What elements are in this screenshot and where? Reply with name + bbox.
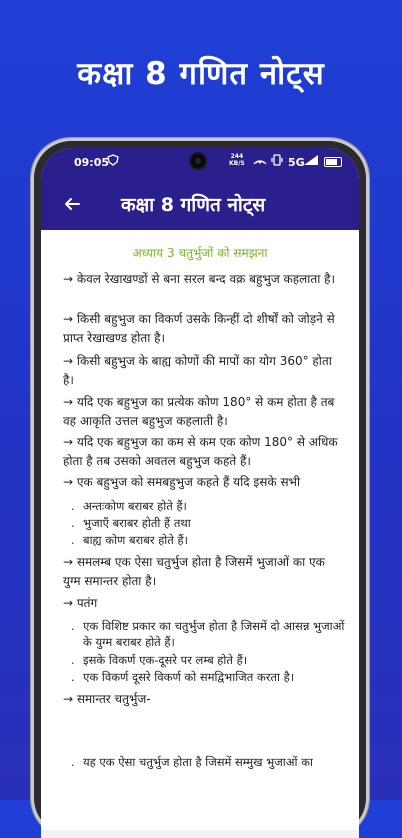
phone-frame	[31, 138, 369, 838]
vibrate-icon	[270, 154, 284, 166]
note-line: → यदि एक बहुभुज का प्रत्येक कोण 180° से कम होता है तब वह आकृति उत्तल बहुभुज कहलाती है।	[63, 395, 335, 428]
notes-content[interactable]	[41, 230, 359, 838]
note-line: → समलम्ब एक ऐसा चतुर्भुज होता है जिसमें भुजाओं का एक युग्म समान्तर होता है।	[63, 555, 325, 588]
promo-title: कक्षा 8 गणित नोट्स	[77, 56, 325, 92]
list-item: . अन्तःकोण बराबर होते हैं।	[71, 499, 187, 513]
note-line: → किसी बहुभुज का विकर्ण उसके किन्हीं दो शीर्षों को जोड़ने से प्राप्त रेखाखण्ड होता है।	[63, 312, 335, 345]
note-line: → एक बहुभुज को समबहुभुज कहते हैं यदि इसके सभी	[63, 475, 301, 489]
bottom-shade	[41, 830, 359, 838]
status-bar	[41, 148, 359, 176]
note-line: → पतंग	[63, 596, 98, 610]
list-item: . एक विकर्ण दूसरे विकर्ण को समद्विभाजित करता है।	[71, 670, 295, 684]
battery-icon	[324, 157, 342, 167]
vpn-icon	[107, 154, 119, 166]
app-title: कक्षा 8 गणित नोट्स	[121, 194, 266, 216]
note-line: → केवल रेखाखण्डों से बना सरल बन्द वक्र बहुभुज कहलाता है।	[63, 272, 336, 286]
note-line: → किसी बहुभुज के बाह्य कोणों की मापों का योग 360° होता है।	[63, 354, 332, 387]
list-item: . भुजाएँ बराबर होती हैं तथा	[71, 516, 191, 530]
chapter-heading: अध्याय 3 चतुर्भुजों को समझना	[132, 246, 268, 260]
app-bar	[41, 148, 359, 230]
network-type: 5G	[288, 156, 305, 169]
camera-cutout	[191, 154, 205, 168]
list-item: . बाह्य कोण बराबर होते हैं।	[71, 533, 188, 547]
list-item: . यह एक ऐसा चतुर्भुज होता है जिसमें सम्मुख भुजाओं का	[71, 755, 313, 769]
signal-icon	[303, 154, 319, 166]
list-item: . इसके विकर्ण एक-दूसरे पर लम्ब होते हैं।	[71, 653, 248, 667]
list-item: . एक विशिष्ट प्रकार का चतुर्भुज होता है जिसमें दो आसन्न भुजाओं के युग्म बराबर होते हैं।	[71, 619, 345, 649]
back-arrow-icon[interactable]	[61, 193, 83, 215]
hotspot-icon	[253, 154, 267, 166]
note-line: → समान्तर चतुर्भुज-	[63, 692, 151, 706]
status-time: 09:05	[74, 156, 110, 169]
note-line: → यदि एक बहुभुज का कम से कम एक कोण 180° से अधिक होता है तब उसको अवतल बहुभुज कहते हैं।	[63, 435, 338, 468]
network-speed: 244 KB/S	[229, 153, 245, 167]
phone-screen	[41, 148, 359, 838]
